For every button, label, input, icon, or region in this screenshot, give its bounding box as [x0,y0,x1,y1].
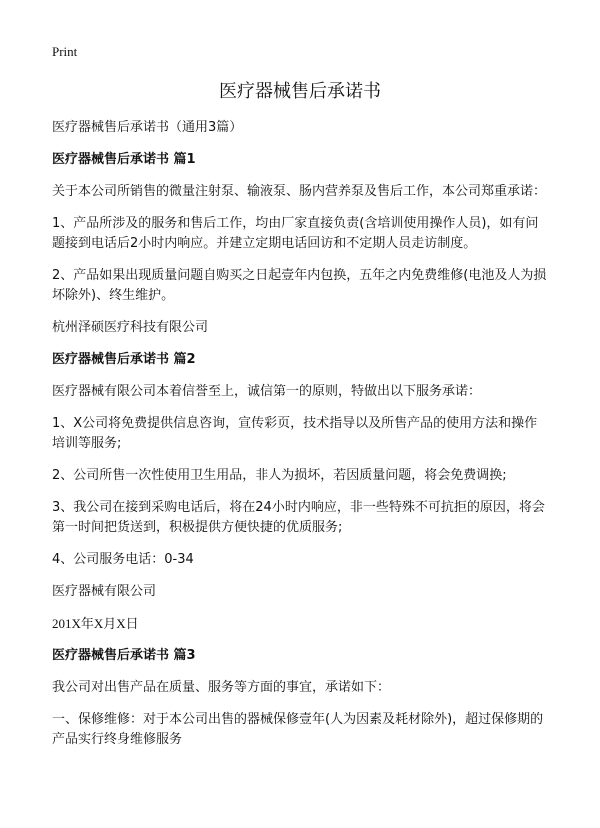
section-heading-3: 医疗器械售后承诺书 篇3 [52,648,196,663]
section-2-paragraph: 医疗器械有限公司本着信誉至上，诚信第一的原则，特做出以下服务承诺： [52,384,482,399]
section-2-paragraph: 3、我公司在接到采购电话后，将在24小时内响应，非一些特殊不可抗拒的原因，将会第一时间把货送到，积极提供方便快捷的优质服务; [52,500,545,535]
section-2-paragraph: 2、公司所售一次性使用卫生用品，非人为损坏，若因质量问题，将会免费调换; [52,468,507,483]
print-label: Print [52,44,78,59]
document-body [52,118,550,762]
section-1-company: 杭州泽硕医疗科技有限公司 [52,320,209,335]
section-2-date: 201X年X月X日 [52,616,139,631]
section-heading-1: 医疗器械售后承诺书 篇1 [52,152,196,167]
section-3-paragraph: 我公司对出售产品在质量、服务等方面的事宜，承诺如下： [52,680,391,695]
section-2-company: 医疗器械有限公司 [52,584,157,599]
document-title: 医疗器械售后承诺书 [219,81,381,102]
section-1-paragraph: 关于本公司所销售的微量注射泵、输液泵、肠内营养泵及售后工作，本公司郑重承诺： [52,184,547,199]
section-2-paragraph: 1、X公司将免费提供信息咨询，宣传彩页，技术指导以及所售产品的使用方法和操作培训等服务; [52,416,538,451]
section-heading-2: 医疗器械售后承诺书 篇2 [52,352,196,367]
section-2-phone: 4、公司服务电话：0-34 [52,552,194,567]
section-1-paragraph: 1、产品所涉及的服务和售后工作，均由厂家直接负责(含培训使用操作人员)，如有问题接到电话后2小时内响应。并建立定期电话回访和不定期人员走访制度。 [52,216,539,251]
document-subtitle: 医疗器械售后承诺书（通用3篇） [52,120,243,135]
section-3-paragraph: 一、保修维修：对于本公司出售的器械保修壹年(人为因素及耗材除外)，超过保修期的产品实行终身维修服务 [52,712,544,747]
section-1-paragraph: 2、产品如果出现质量问题自购买之日起壹年内包换，五年之内免费维修(电池及人为损坏除外)、终生维护。 [52,268,547,303]
